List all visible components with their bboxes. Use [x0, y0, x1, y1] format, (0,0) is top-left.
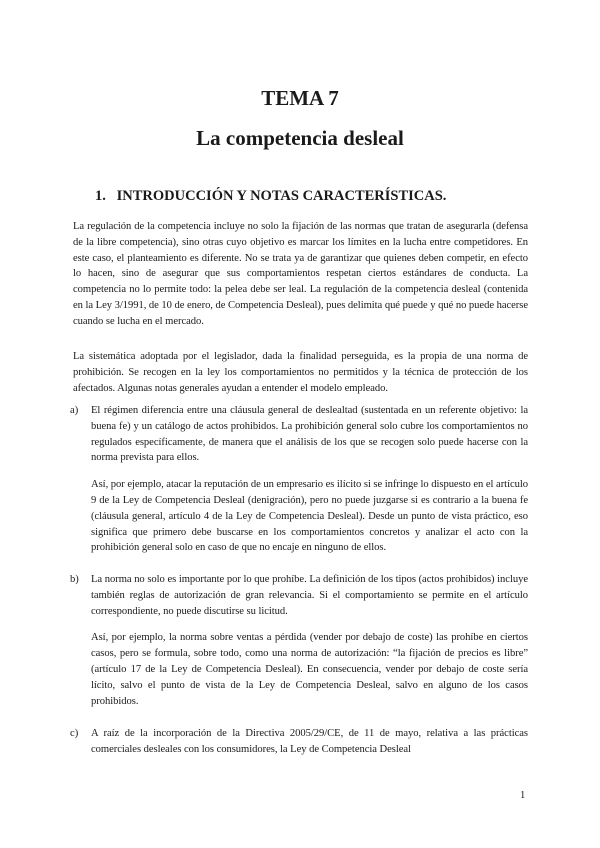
section-number: 1.: [95, 188, 106, 204]
list-item-text: El régimen diferencia entre una cláusula general de deslealtad (sustentada en un referente objetivo: la buena fe) y un catálogo de actos prohibidos. La prohibición general solo cubre los comportamientos no regulados específicamente, de manera que el análisis de los que se recogen solo puede hacerse con la norma prevista para ellos.: [91, 405, 528, 464]
list-item-a: [70, 403, 528, 556]
list-item-b: [70, 572, 528, 709]
page-subtitle: La competencia desleal: [196, 126, 404, 150]
list-item-text: A raíz de la incorporación de la Directiva 2005/29/CE, de 11 de mayo, relativa a las prácticas comerciales desleales con los consumidores, la Ley de Competencia Desleal: [91, 728, 528, 755]
paragraph-sistematica: La sistemática adoptada por el legislador, dada la finalidad perseguida, es la propia de una norma de prohibición. Se recogen en la ley los comportamientos no permitidos y la técnica de protección de los afectados. Algunas notas generales ayudan a entender el modelo empleado.: [73, 351, 528, 394]
section-heading: [95, 188, 446, 205]
list-item-example: Así, por ejemplo, atacar la reputación de un empresario es ilícito si se infringe lo dispuesto en el artículo 9 de la Ley de Competencia Desleal (denigración), pero no puede juzgarse si es contrario a la buena fe (cláusula general, artículo 4 de la Ley de Competencia Desleal). Desde un punto de vista práctico, eso significa que primero debe buscarse en los comportamientos concretos y analizar el acto con la prohibición general solo en caso de que no encaje en ninguno de ellos.: [91, 479, 528, 554]
list-marker: b): [70, 574, 79, 585]
list-item-c: [70, 726, 528, 758]
list-item-example: Así, por ejemplo, la norma sobre ventas a pérdida (vender por debajo de coste) las prohíbe en ciertos casos, pero se formula, sobre todo, como una norma de autorización: “la fijación de precios es libre” (artículo 17 de la Ley de Competencia Desleal). En consecuencia, vender por debajo de coste sería lícito, salvo el punto de vista de la Ley de Competencia Desleal, salvo en alguno de los casos prohibidos.: [91, 632, 528, 707]
list-item-text: La norma no solo es importante por lo que prohíbe. La definición de los tipos (actos prohibidos) incluye también reglas de autorización de gran relevancia. Si el comportamiento se permite en el artículo correspondiente, no puede discutirse su licitud.: [91, 574, 528, 617]
page-number: 1: [520, 790, 526, 801]
section-title: INTRODUCCIÓN Y NOTAS CARACTERÍSTICAS.: [116, 188, 447, 204]
list-marker: a): [70, 405, 79, 416]
paragraph-intro: La regulación de la competencia incluye no solo la fijación de las normas que tratan de asegurarla (defensa de la libre competencia), sino otras cuyo objetivo es marcar los límites en la lucha entre competidores. En este caso, el planteamiento es diferente. No se trata ya de garantizar que quienes deben competir, en efecto lo hacen, sino de asegurar que sus comportamientos respetan ciertos estándares de conducta. La competencia no lo permite todo: la pelea debe ser leal. La regulación de la competencia desleal (contenida en la Ley 3/1991, de 10 de enero, de Competencia Desleal), pues delimita qué puede y qué no puede hacerse cuando se lucha en el mercado.: [73, 221, 528, 327]
list-marker: c): [70, 728, 79, 739]
page-title: TEMA 7: [261, 86, 339, 110]
